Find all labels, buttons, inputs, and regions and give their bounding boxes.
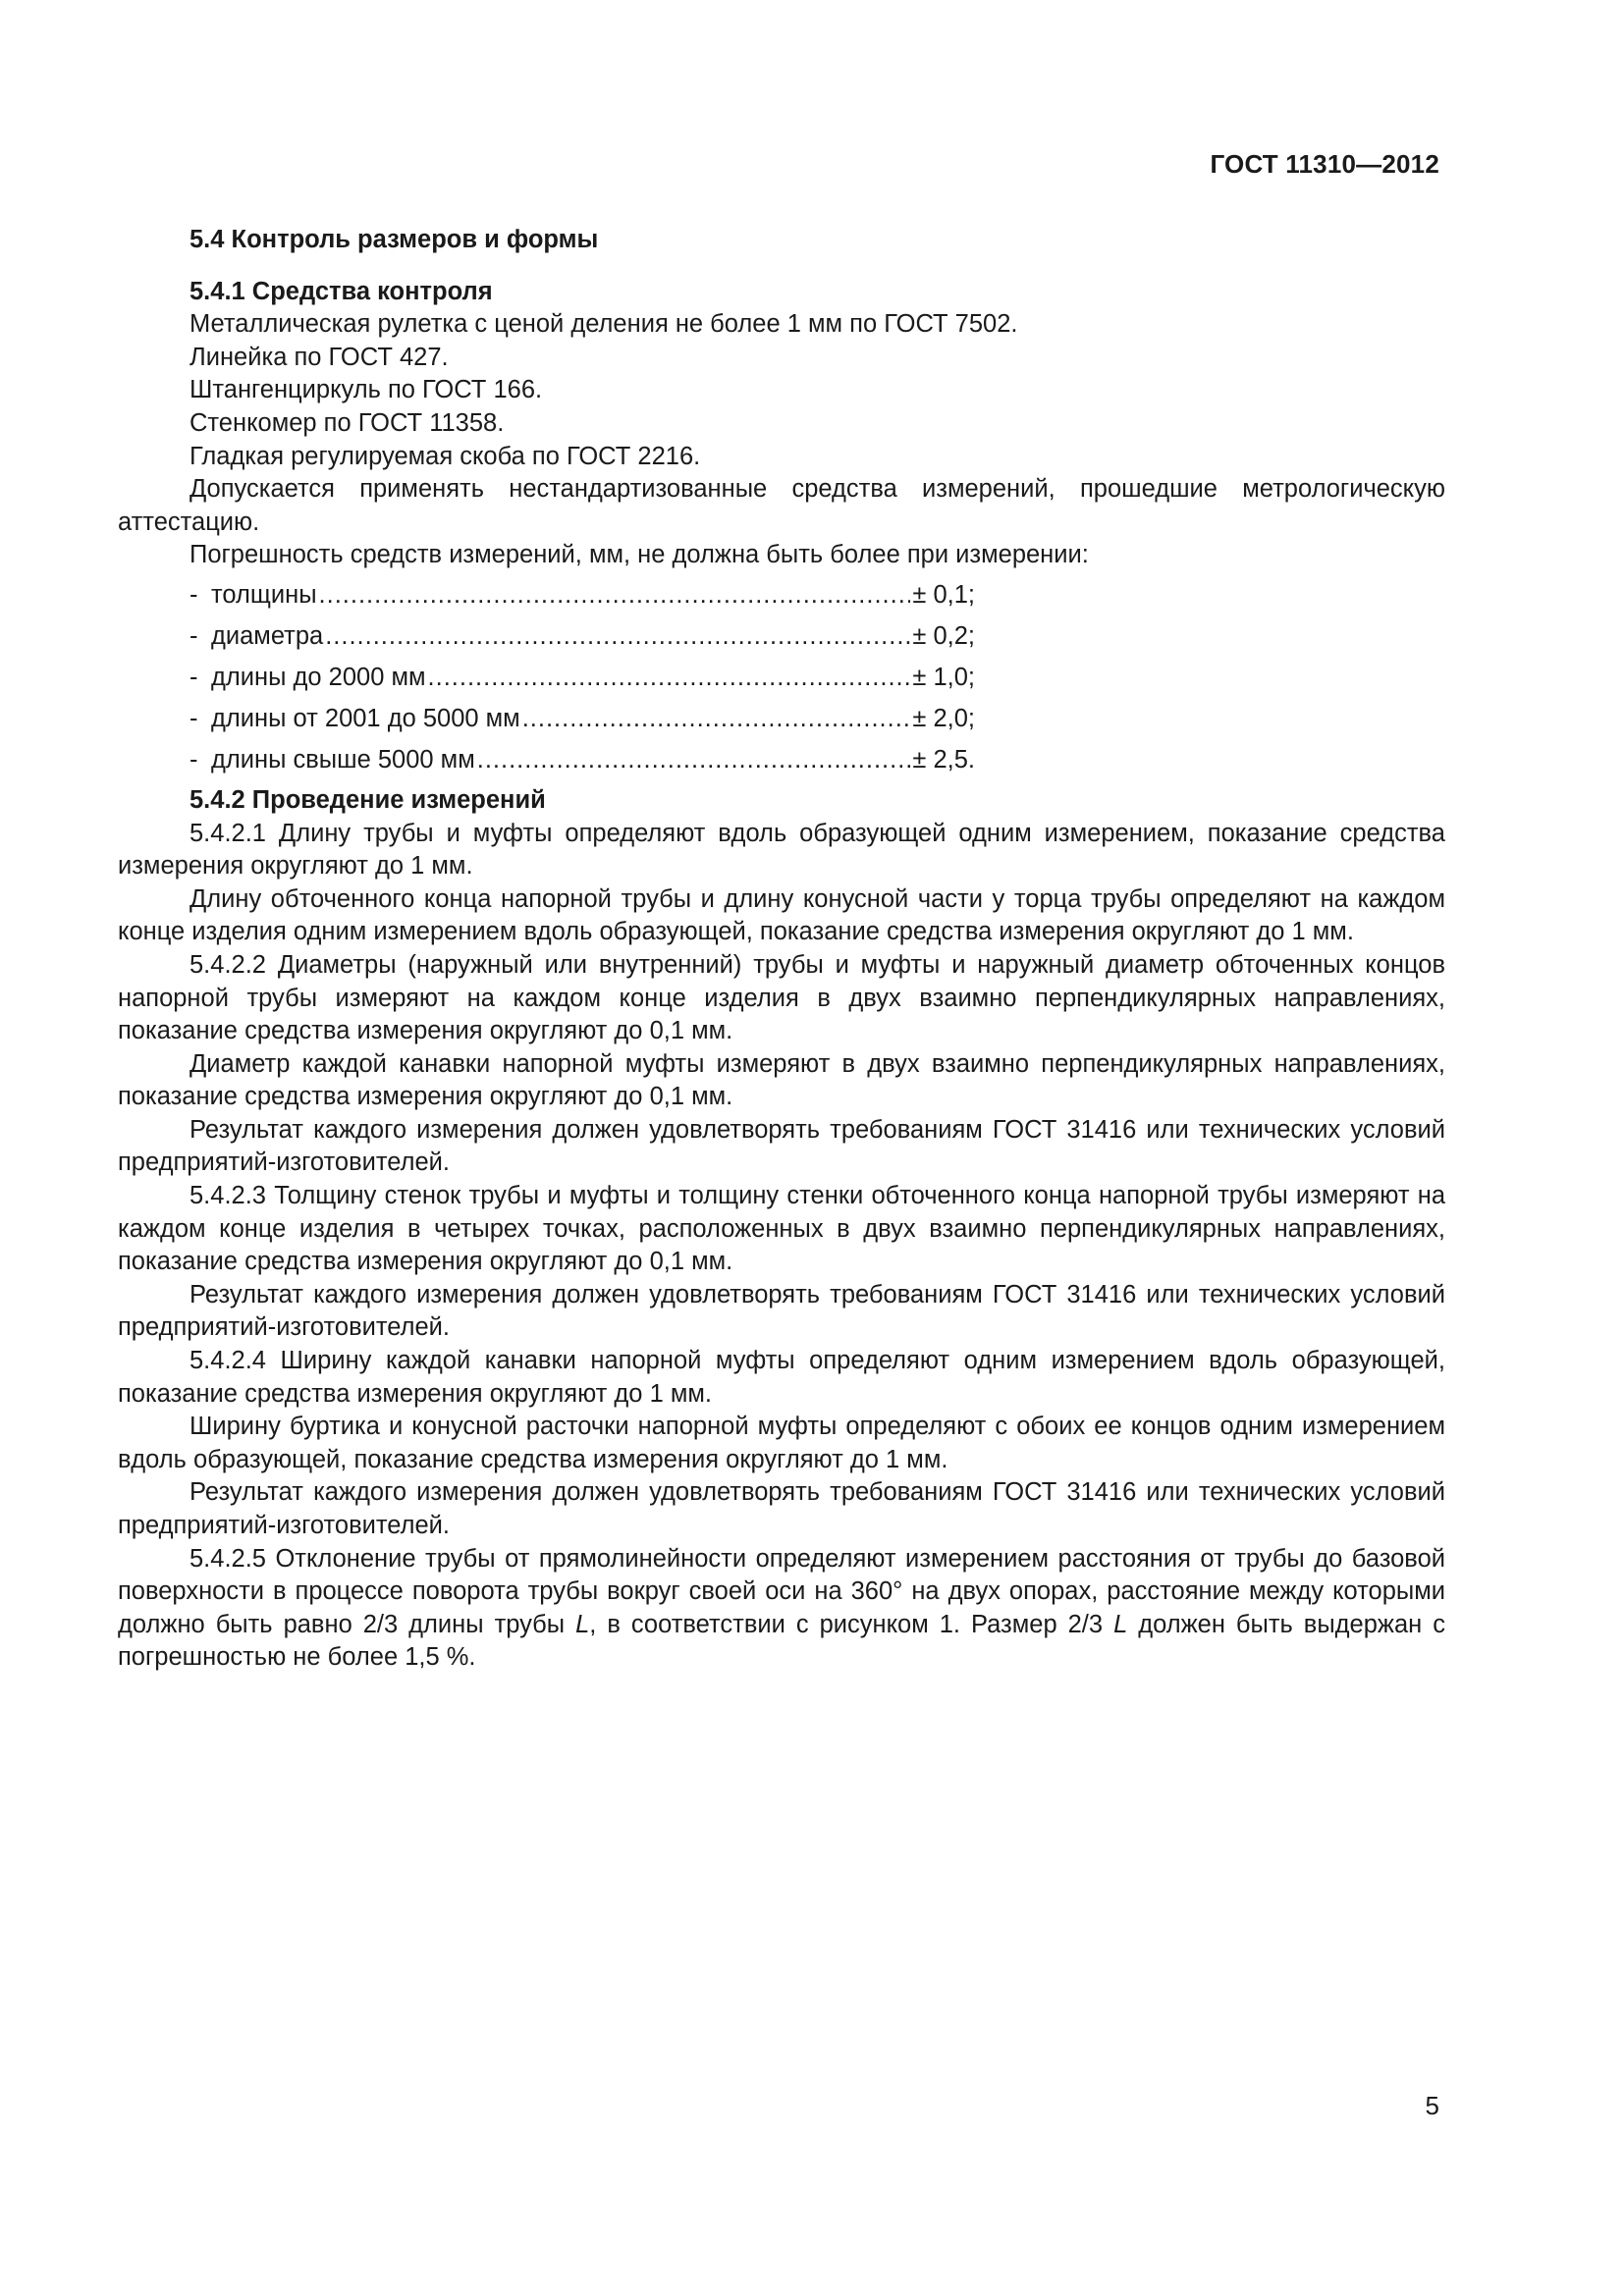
list-item-name: длины от 2001 до 5000 мм [211, 704, 520, 732]
text-line: Гладкая регулируемая скоба по ГОСТ 2216. [189, 442, 701, 470]
text-paragraph: Длину обточенного конца напорной трубы и длину конусной части у торца трубы определяют на каждом конце изделия одним измерением вдоль образующей, показание средства измерения округляют до 1 мм. [118, 884, 1445, 946]
list-item-name: толщины [211, 580, 317, 609]
text-line: Штангенциркуль по ГОСТ 166. [189, 376, 543, 404]
list-item-value: ± 2,0; [912, 704, 975, 732]
list-item [189, 698, 975, 739]
list-item [189, 615, 975, 657]
subsection-heading-5-4-1: 5.4.1 Средства контроля [189, 277, 493, 305]
list-dash: - [189, 663, 198, 691]
dot-leader [428, 657, 911, 698]
list-item [189, 739, 975, 780]
page-number: 5 [1425, 2091, 1439, 2120]
list-item-value: ± 2,5. [912, 745, 975, 774]
text-line: Линейка по ГОСТ 427. [189, 343, 449, 371]
text-paragraph: Результат каждого измерения должен удовлетворять требованиям ГОСТ 31416 или технических условий предприятий-изготовителей. [118, 1115, 1445, 1177]
section-heading-5-4: 5.4 Контроль размеров и формы [189, 226, 599, 253]
list-dash: - [189, 704, 198, 732]
text-span: должен быть выдержан с погрешностью не более 1,5 %. [118, 1610, 1445, 1672]
list-item-name: диаметра [211, 621, 324, 650]
text-paragraph: Допускается применять нестандартизованные средства измерений, прошедшие метрологическую аттестацию. [118, 475, 1445, 536]
list-item [189, 657, 975, 698]
list-item-value: ± 0,1; [912, 580, 975, 609]
text-line: Стенкомер по ГОСТ 11358. [189, 408, 505, 437]
text-paragraph: 5.4.2.1 Длину трубы и муфты определяют вдоль образующей одним измерением, показание средства измерения округляют до 1 мм. [118, 819, 1445, 881]
dot-leader [325, 615, 910, 657]
list-item-value: ± 0,2; [912, 621, 975, 650]
text-paragraph: Диаметр каждой канавки напорной муфты измеряют в двух взаимно перпендикулярных направлениях, показание средства измерения округляют до 0,1 мм. [118, 1049, 1445, 1111]
text-paragraph: 5.4.2.3 Толщину стенок трубы и муфты и толщину стенки обточенного конца напорной трубы измеряют на каждом конце изделия в четырех точках, расположенных в двух взаимно перпендикулярных направлениях, показание средства измерения округляют до 0,1 мм. [118, 1182, 1445, 1276]
list-item-name: длины до 2000 мм [211, 663, 426, 691]
list-dash: - [189, 580, 198, 609]
text-line: Погрешность средств измерений, мм, не должна быть более при измерении: [189, 541, 1089, 569]
variable-L: L [1113, 1610, 1128, 1638]
list-item [189, 574, 975, 615]
text-paragraph: 5.4.2.2 Диаметры (наружный или внутренний) трубы и муфты и наружный диаметр обточенных концов напорной трубы измеряют на каждом конце изделия в двух взаимно перпендикулярных направлениях, показание средства измерения округляют до 0,1 мм. [118, 950, 1445, 1045]
text-paragraph-5-4-2-5 [118, 1543, 1445, 1675]
dot-leader [319, 574, 911, 615]
list-item-name: длины свыше 5000 мм [211, 745, 475, 774]
text-span: 5.4.2.5 Отклонение трубы от прямолинейности определяют измерением расстояния от трубы до базовой поверхности в процессе поворота трубы вокруг своей оси на 360° на двух опорах, расстояние между которыми должно быть равно 2/3 длины трубы [118, 1544, 1445, 1638]
tolerance-list [118, 574, 975, 780]
text-paragraph: Результат каждого измерения должен удовлетворять требованиям ГОСТ 31416 или технических условий предприятий-изготовителей. [118, 1280, 1445, 1342]
variable-L: L [575, 1610, 590, 1638]
document-code-header: ГОСТ 11310—2012 [1210, 149, 1439, 179]
subsection-heading-5-4-2: 5.4.2 Проведение измерений [189, 785, 546, 814]
text-span: , в соответствии с рисунком 1. Размер 2/3 [589, 1610, 1114, 1638]
text-paragraph: 5.4.2.4 Ширину каждой канавки напорной муфты определяют одним измерением вдоль образующей, показание средства измерения округляют до 1 мм. [118, 1347, 1445, 1408]
list-dash: - [189, 745, 198, 774]
dot-leader [477, 739, 911, 780]
list-item-value: ± 1,0; [912, 663, 975, 691]
text-line: Металлическая рулетка с ценой деления не более 1 мм по ГОСТ 7502. [189, 310, 1018, 339]
text-paragraph: Результат каждого измерения должен удовлетворять требованиям ГОСТ 31416 или технических условий предприятий-изготовителей. [118, 1478, 1445, 1539]
list-dash: - [189, 621, 198, 650]
text-paragraph: Ширину буртика и конусной расточки напорной муфты определяют с обоих ее концов одним измерением вдоль образующей, показание средства измерения округляют до 1 мм. [118, 1413, 1445, 1473]
page-content [118, 224, 1445, 1675]
dot-leader [522, 698, 911, 739]
